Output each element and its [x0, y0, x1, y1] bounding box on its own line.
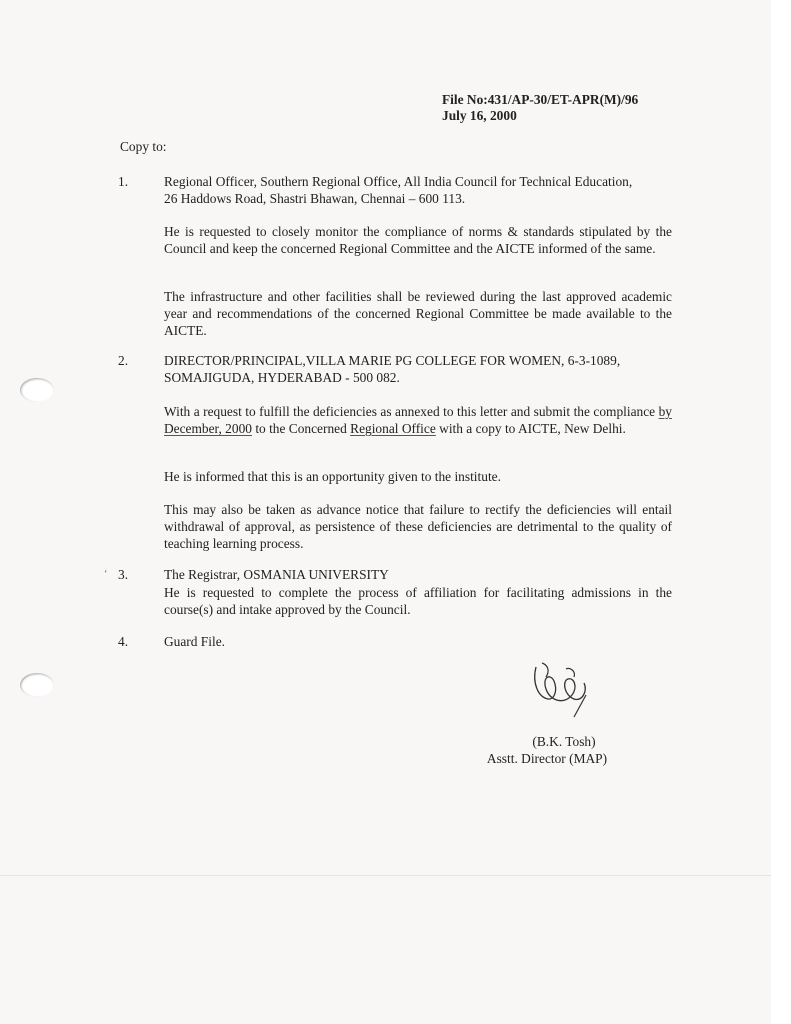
text-run: to the Concerned	[251, 421, 351, 436]
underlined-deadline: by December, 2000	[164, 404, 672, 436]
recipient-4-line: Guard File.	[164, 634, 225, 649]
address-line: SOMAJIGUDA, HYDERABAD - 500 082.	[164, 370, 400, 385]
copy-to-label: Copy to:	[120, 139, 167, 154]
letter-header	[442, 92, 638, 124]
item-number-4: 4.	[118, 634, 129, 649]
recipient-1-address	[164, 173, 672, 207]
recipient-2-paragraph-1	[164, 403, 672, 437]
recipient-1-paragraph-2: The infrastructure and other facilities shall be reviewed during the last approved academic year and recommendations of the concerned Regional Committee be made available to the AICTE.	[164, 289, 672, 338]
paper-fold-line	[0, 875, 771, 876]
text-run: with a copy to AICTE, New Delhi.	[435, 421, 626, 436]
item-number-1: 1.	[118, 174, 129, 189]
handwritten-signature	[528, 655, 598, 719]
recipient-3-line: The Registrar, OSMANIA UNIVERSITY	[164, 567, 389, 582]
letter-date: July 16, 2000	[442, 108, 517, 123]
recipient-3-paragraph-1: He is requested to complete the process of affiliation for facilitating admissions in the course(s) and intake approved by the Council.	[164, 585, 672, 617]
punch-hole-top	[20, 378, 54, 402]
underlined-office: Regional Office	[350, 421, 436, 436]
recipient-2-paragraph-3: This may also be taken as advance notice that failure to rectify the deficiencies will entail withdrawal of approval, as persistence of these deficiencies are detrimental to the quality of teaching learning process.	[164, 502, 672, 551]
recipient-2-paragraph-2: He is informed that this is an opportunity given to the institute.	[164, 469, 501, 484]
text-run: With a request to fulfill the deficiencies as annexed to this letter and submit the compliance	[164, 404, 659, 419]
item-number-3: 3.	[118, 567, 129, 582]
page-margin-edge	[771, 0, 791, 1024]
signatory-title: Asstt. Director (MAP)	[486, 751, 608, 766]
recipient-2-address	[164, 352, 672, 386]
margin-tick-mark: ‘	[104, 569, 108, 580]
item-number-2: 2.	[118, 353, 129, 368]
file-number: File No:431/AP-30/ET-APR(M)/96	[442, 92, 639, 107]
address-line: DIRECTOR/PRINCIPAL,VILLA MARIE PG COLLEGE FOR WOMEN, 6-3-1089,	[164, 353, 621, 368]
address-line: Regional Officer, Southern Regional Office, All India Council for Technical Education,	[164, 174, 633, 189]
punch-hole-bottom	[20, 673, 54, 697]
signatory-name: (B.K. Tosh)	[532, 734, 596, 749]
address-line: 26 Haddows Road, Shastri Bhawan, Chennai – 600 113.	[164, 191, 466, 206]
recipient-1-paragraph-1: He is requested to closely monitor the compliance of norms & standards stipulated by the Council and keep the concerned Regional Committee and the AICTE informed of the same.	[164, 224, 672, 256]
